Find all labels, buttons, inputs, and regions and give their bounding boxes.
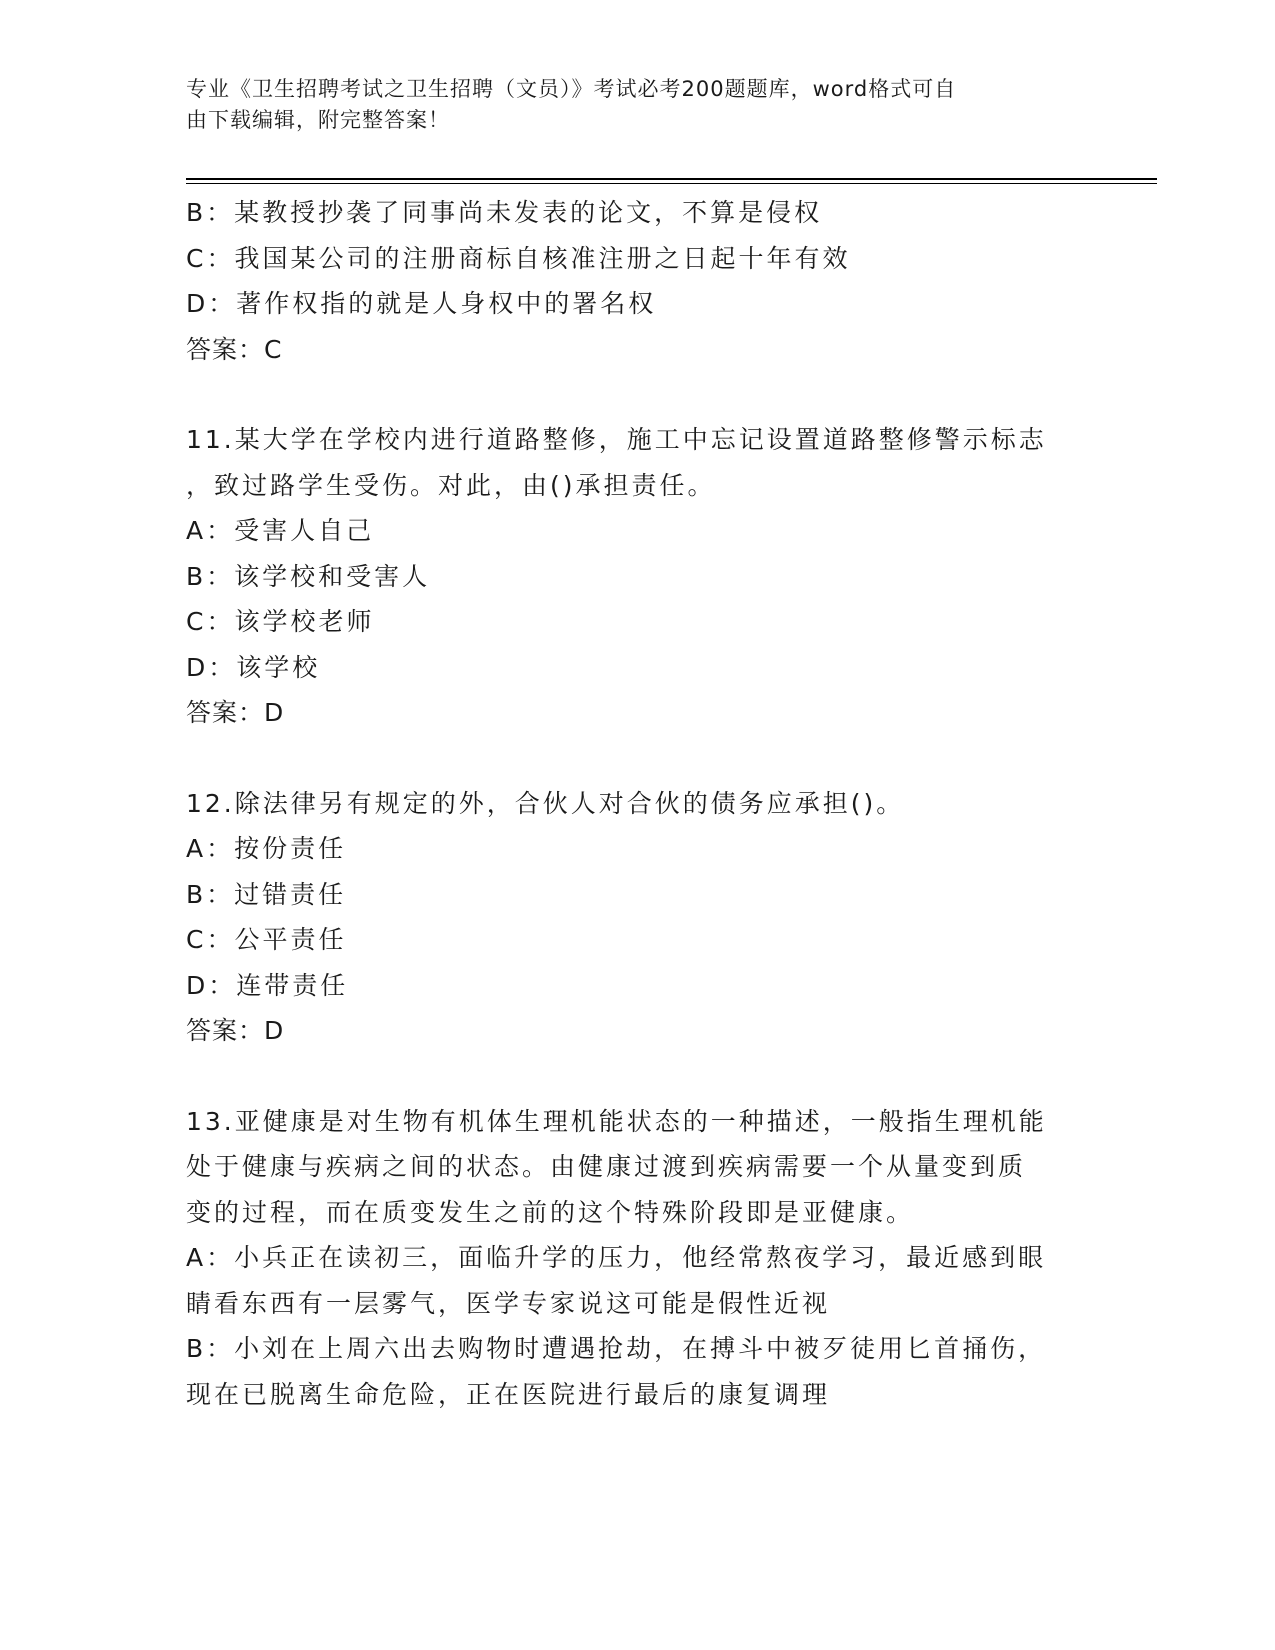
option-c: C：我国某公司的注册商标自核准注册之日起十年有效 <box>186 243 851 273</box>
question-11 <box>186 417 1086 736</box>
question-10 <box>186 190 1086 372</box>
option-a: A：小兵正在读初三，面临升学的压力，他经常熬夜学习，最近感到眼 <box>186 1243 1047 1272</box>
option-b: B：该学校和受害人 <box>186 561 431 591</box>
answer: 答案：D <box>186 698 285 727</box>
document-header <box>186 74 1076 136</box>
option-b: B：某教授抄袭了同事尚未发表的论文，不算是侵权 <box>186 198 823 227</box>
header-divider-thin <box>186 183 1157 184</box>
header-divider-thick <box>186 178 1157 180</box>
question-13 <box>186 1099 1086 1418</box>
option-b-cont: 现在已脱离生命危险，正在医院进行最后的康复调理 <box>186 1379 831 1409</box>
option-a: A：受害人自己 <box>186 516 375 545</box>
header-line-2: 由下载编辑，附完整答案！ <box>186 108 450 132</box>
question-12 <box>186 781 1086 1054</box>
question-stem: 12.除法律另有规定的外，合伙人对合伙的债务应承担()。 <box>186 788 905 818</box>
option-d: D：连带责任 <box>186 970 349 1000</box>
question-stem-cont: 变的过程，而在质变发生之前的这个特殊阶段即是亚健康。 <box>186 1197 915 1227</box>
option-c: C：该学校老师 <box>186 607 375 636</box>
question-stem-cont: ，致过路学生受伤。对此，由()承担责任。 <box>186 470 716 500</box>
option-c: C：公平责任 <box>186 925 347 954</box>
option-d: D：著作权指的就是人身权中的署名权 <box>186 289 657 318</box>
answer: 答案：C <box>186 334 283 364</box>
question-stem: 13.亚健康是对生物有机体生理机能状态的一种描述，一般指生理机能 <box>186 1106 1047 1136</box>
header-line-1: 专业《卫生招聘考试之卫生招聘（文员）》考试必考200题题库，word格式可自 <box>186 77 957 101</box>
option-a-cont: 睛看东西有一层雾气，医学专家说这可能是假性近视 <box>186 1288 831 1318</box>
question-stem-cont: 处于健康与疾病之间的状态。由健康过渡到疾病需要一个从量变到质 <box>186 1152 1027 1181</box>
option-a: A：按份责任 <box>186 834 347 863</box>
question-list <box>186 190 1086 1462</box>
question-stem: 11.某大学在学校内进行道路整修，施工中忘记设置道路整修警示标志 <box>186 425 1047 454</box>
option-b: B：过错责任 <box>186 879 347 909</box>
option-b: B：小刘在上周六出去购物时遭遇抢劫，在搏斗中被歹徒用匕首捅伤， <box>186 1334 1047 1363</box>
option-d: D：该学校 <box>186 652 321 682</box>
answer: 答案：D <box>186 1016 285 1045</box>
